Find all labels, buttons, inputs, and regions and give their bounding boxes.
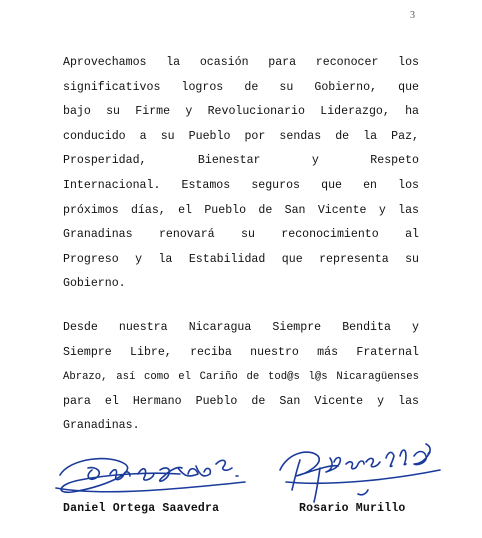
text-line: para el Hermano Pueblo de San Vicente y las: [63, 394, 419, 408]
paragraph-acknowledgement: [63, 51, 419, 297]
text-line: Granadinas renovará su reconocimiento al: [63, 228, 419, 242]
signature-left: [56, 459, 245, 493]
text-line: Gobierno.: [63, 277, 126, 291]
signatory-name-right: Rosario Murillo: [299, 502, 406, 515]
text-line: Internacional. Estamos seguros que en los: [63, 178, 419, 192]
signature-right: [280, 444, 440, 502]
text-line: Aprovechamos la ocasión para reconocer los: [63, 56, 419, 69]
signatory-name-left: Daniel Ortega Saavedra: [63, 502, 220, 515]
paragraph-greeting: [63, 316, 419, 439]
signature-block: [0, 430, 482, 538]
text-line: Desde nuestra Nicaragua Siempre Bendita y: [63, 321, 419, 334]
text-line: conducido a su Pueblo por sendas de la Paz,: [63, 129, 419, 143]
text-line: Abrazo, así como el Cariño de tod@s l@s Nicaragüenses: [63, 371, 419, 384]
text-line: Prosperidad, Bienestar y Respeto: [63, 154, 419, 168]
text-line: Progreso y la Estabilidad que representa su: [63, 252, 419, 266]
text-line: significativos logros de su Gobierno, que: [63, 80, 419, 94]
text-line: bajo su Firme y Revolucionario Liderazgo, ha: [63, 105, 419, 119]
page-number: 3: [410, 10, 415, 21]
text-line: próximos días, el Pueblo de San Vicente y las: [63, 203, 419, 217]
signatures: [0, 430, 482, 510]
text-line: Siempre Libre, reciba nuestro más Fraternal: [63, 345, 419, 359]
text-line: Granadinas.: [63, 419, 140, 433]
